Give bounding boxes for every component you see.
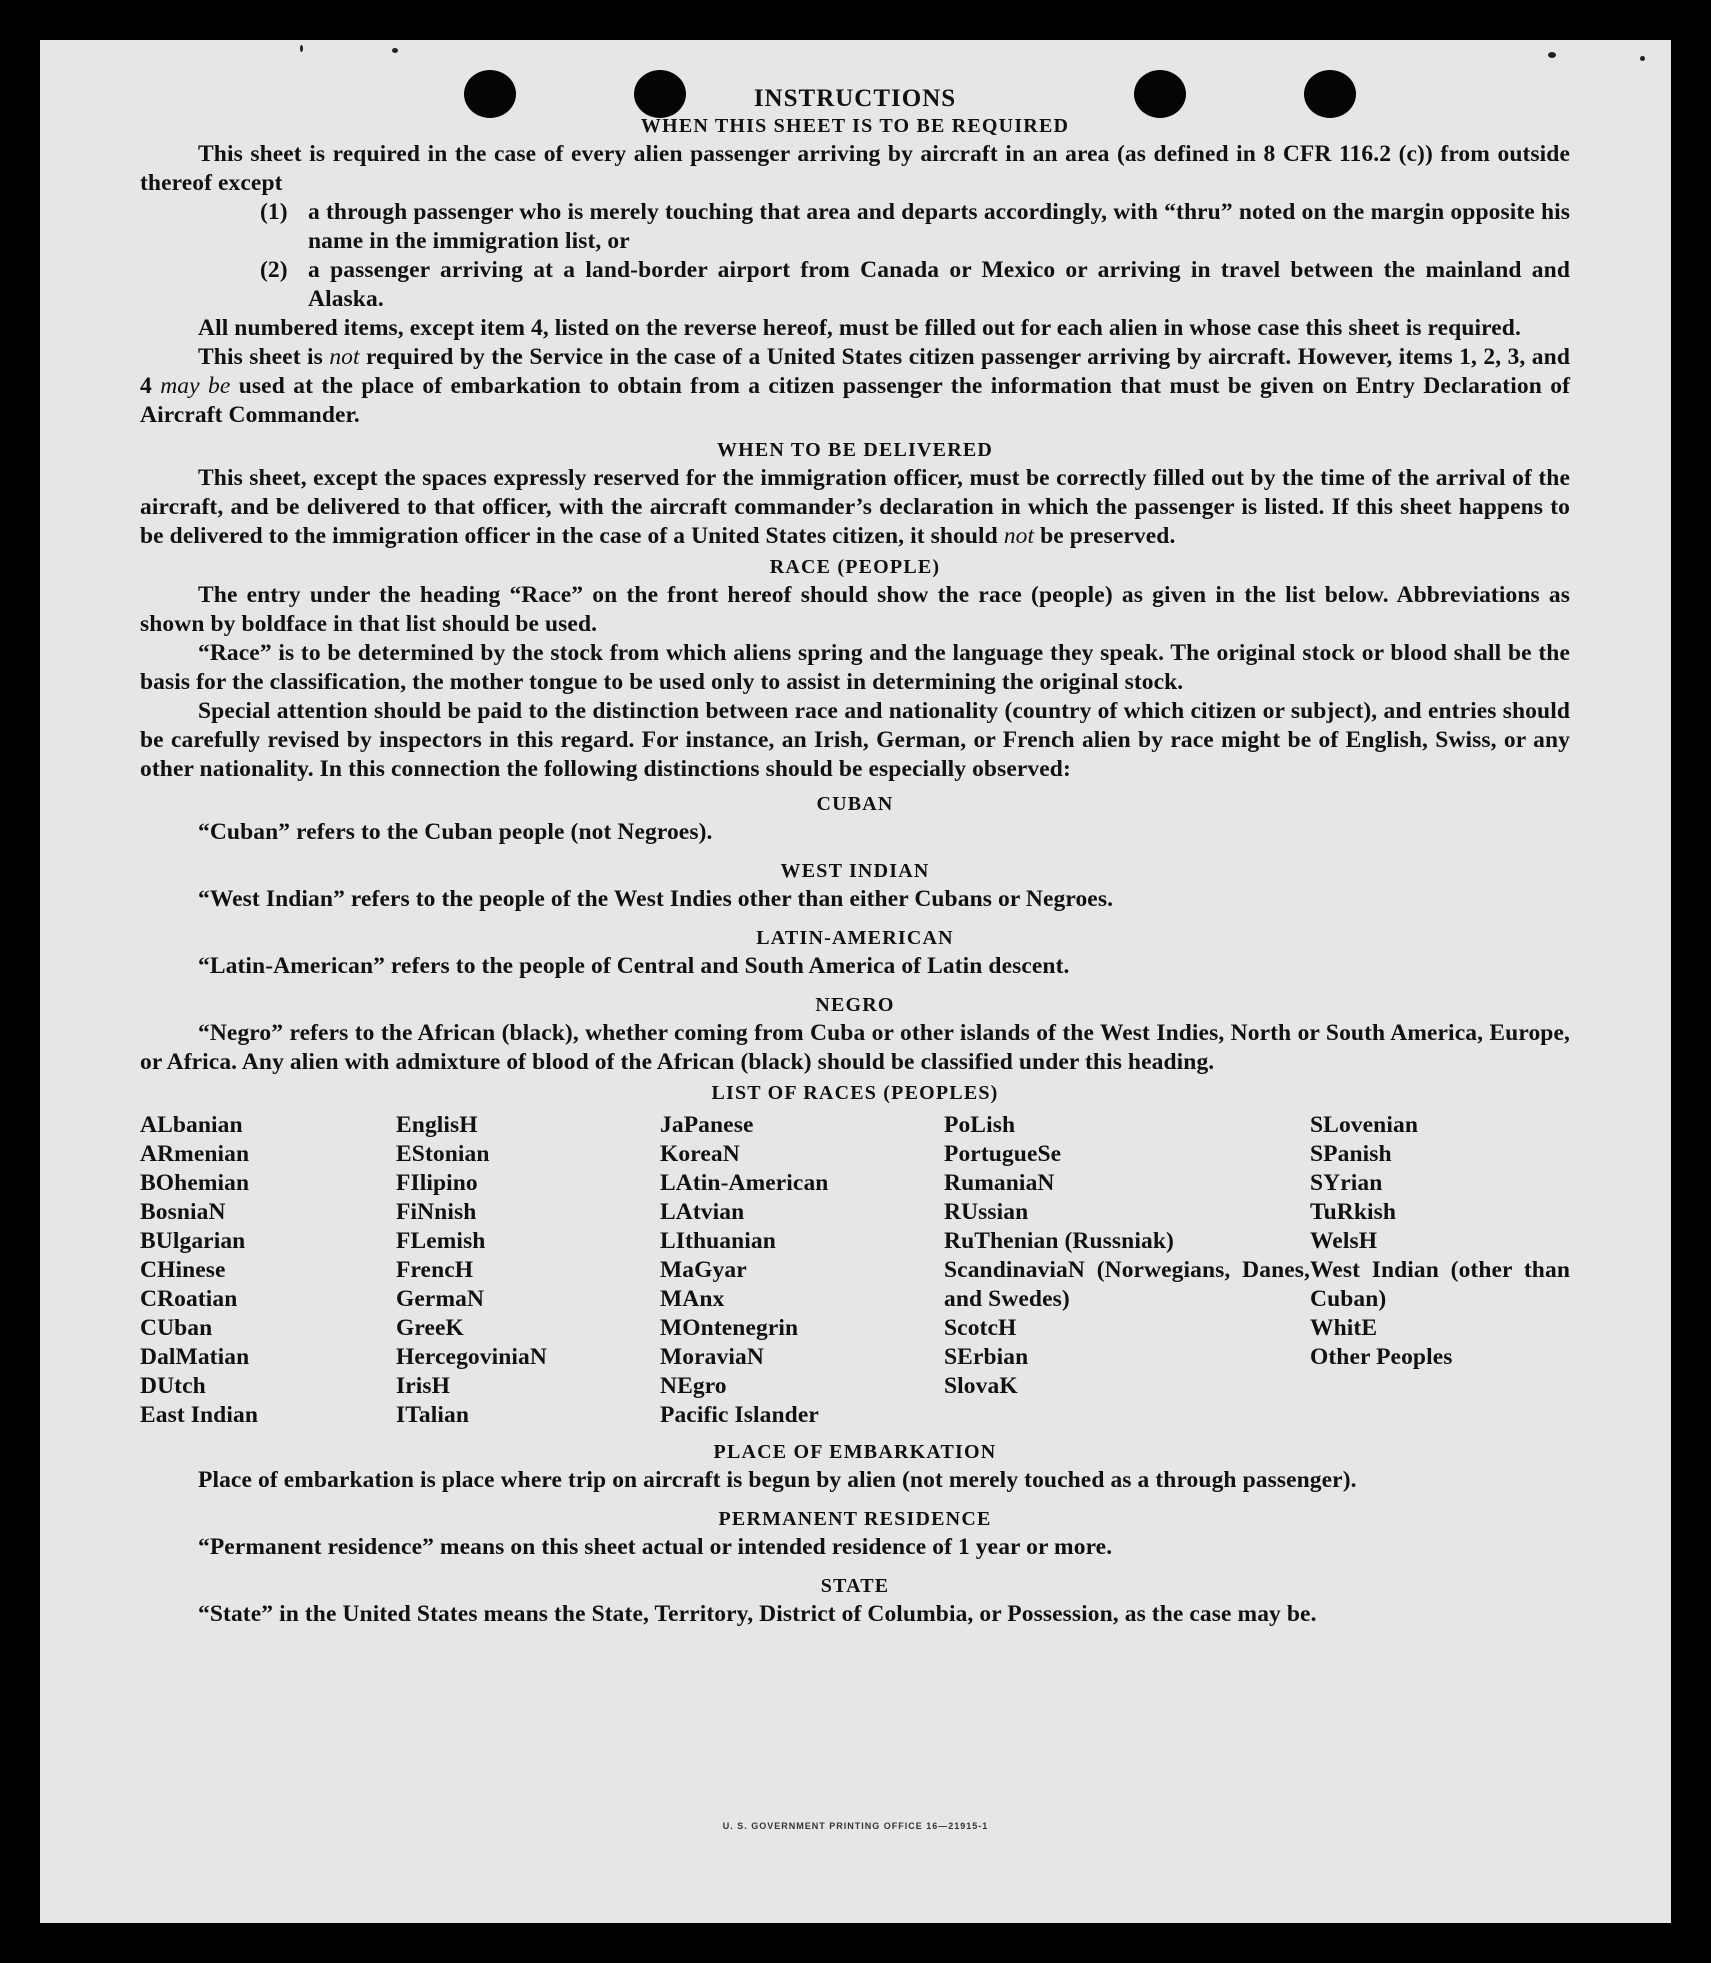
definition-west-indian: “West Indian” refers to the people of the West Indies other than either Cubans or Negroes. — [198, 886, 1114, 912]
numbered-item — [260, 198, 1570, 256]
numbered-item — [260, 256, 1570, 314]
instructions-body — [140, 82, 1570, 1629]
races-list — [140, 1111, 1570, 1430]
race-entry: CHinese — [140, 1257, 226, 1283]
page-title: INSTRUCTIONS — [753, 85, 957, 112]
dust-speck — [1548, 52, 1556, 58]
race-entry: JaPanese — [660, 1112, 754, 1138]
race-entry: KoreaN — [660, 1141, 740, 1167]
paragraph: This sheet, except the spaces expressly reserved for the immigration officer, must be correctly filled out by the time of the arrival of the aircraft, and be delivered to that officer, with the aircraft commander’s declaration in which the passenger is listed. If this sheet happens to be delivered to the immigration officer in the case of a United States citizen, it should not be preserved. — [140, 465, 1570, 549]
race-entry: FrencH — [396, 1257, 474, 1283]
race-entry: EStonian — [396, 1141, 490, 1167]
race-entry: FLemish — [396, 1228, 486, 1254]
races-column — [660, 1111, 944, 1430]
paragraph: This sheet is not required by the Service in the case of a United States citizen passenger arriving by aircraft. However, items 1, 2, 3, and 4 may be used at the place of embarkation to obtain from a citizen passenger the information that must be given on Entry Declaration of Aircraft Commander. — [140, 344, 1571, 428]
race-entry: FIlipino — [396, 1170, 478, 1196]
race-entry: MoraviaN — [660, 1344, 764, 1370]
race-entry: RUssian — [944, 1199, 1029, 1225]
dust-speck — [300, 45, 303, 52]
race-entry: DalMatian — [140, 1344, 250, 1370]
race-entry: GermaN — [396, 1286, 485, 1312]
race-entry: MaGyar — [660, 1257, 747, 1283]
race-entry: EnglisH — [396, 1112, 478, 1138]
race-entry: NEgro — [660, 1373, 727, 1399]
races-column — [396, 1111, 660, 1430]
race-entry: LAtvian — [660, 1199, 745, 1225]
item-number: (2) — [260, 257, 288, 283]
printing-office-imprint: U. S. GOVERNMENT PRINTING OFFICE 16—21915-1 — [722, 1821, 989, 1831]
heading-list-of-races: LIST OF RACES (PEOPLES) — [711, 1082, 999, 1104]
paragraph: All numbered items, except item 4, listed on the reverse hereof, must be filled out for each alien in whose case this sheet is required. — [198, 315, 1521, 341]
race-entry: BosniaN — [140, 1199, 226, 1225]
race-entry: LAtin-American — [660, 1170, 829, 1196]
item-text: a through passenger who is merely touching that area and departs accordingly, with “thru” noted on the margin opposite his name in the immigration list, or — [308, 199, 1570, 254]
definition-state: “State” in the United States means the State, Territory, District of Columbia, or Possession, as the case may be. — [198, 1601, 1317, 1627]
race-entry: RumaniaN — [944, 1170, 1055, 1196]
race-entry: Pacific Islander — [660, 1402, 819, 1428]
document-sheet — [40, 40, 1671, 1923]
race-entry: PoLish — [944, 1112, 1016, 1138]
heading-race: RACE (PEOPLE) — [769, 556, 941, 578]
race-entry: MOntenegrin — [660, 1315, 799, 1341]
race-entry: GreeK — [396, 1315, 464, 1341]
heading-embarkation: PLACE OF EMBARKATION — [713, 1441, 997, 1463]
race-entry: SlovaK — [944, 1373, 1018, 1399]
race-entry: CUban — [140, 1315, 213, 1341]
definition-latin-american: “Latin-American” refers to the people of Central and South America of Latin descent. — [198, 953, 1070, 979]
item-number: (1) — [260, 199, 288, 225]
race-entry: MAnx — [660, 1286, 725, 1312]
race-entry: DUtch — [140, 1373, 206, 1399]
race-entry: BUlgarian — [140, 1228, 246, 1254]
race-entry: ARmenian — [140, 1141, 250, 1167]
races-column — [140, 1111, 396, 1430]
definition-negro: “Negro” refers to the African (black), whether coming from Cuba or other islands of the West Indies, North or South America, Europe, or Africa. Any alien with admixture of blood of the African (black) should be classified under this heading. — [140, 1020, 1570, 1075]
race-entry: RuThenian (Russniak) — [944, 1228, 1174, 1254]
race-entry: HercegoviniaN — [396, 1344, 547, 1370]
definition-embarkation: Place of embarkation is place where trip on aircraft is begun by alien (not merely touched as a through passenger). — [198, 1467, 1357, 1493]
race-entry: TuRkish — [1310, 1199, 1397, 1225]
paragraph: Special attention should be paid to the distinction between race and nationality (country of which citizen or subject), and entries should be carefully revised by inspectors in this regard. For instance, an Irish, German, or French alien by race might be of English, Swiss, or any other nationality. In this connection the following distinctions should be especially observed: — [140, 698, 1570, 782]
races-column — [944, 1111, 1310, 1430]
paragraph: This sheet is required in the case of every alien passenger arriving by aircraft in an area (as defined in 8 CFR 116.2 (c)) from outside thereof except — [140, 141, 1570, 196]
race-entry: West Indian (other than Cuban) — [1310, 1257, 1570, 1312]
heading-negro: NEGRO — [815, 994, 895, 1016]
definition-cuban: “Cuban” refers to the Cuban people (not Negroes). — [198, 819, 713, 845]
heading-state: STATE — [820, 1575, 890, 1597]
race-entry: LIthuanian — [660, 1228, 776, 1254]
paragraph: The entry under the heading “Race” on the front hereof should show the race (people) as given in the list below. Abbreviations as shown by boldface in that list should be used. — [140, 582, 1570, 637]
race-entry: ITalian — [396, 1402, 469, 1428]
race-entry: East Indian — [140, 1402, 259, 1428]
race-entry: FiNnish — [396, 1199, 477, 1225]
heading-west-indian: WEST INDIAN — [780, 860, 930, 882]
definition-permanent-residence: “Permanent residence” means on this sheet actual or intended residence of 1 year or more. — [198, 1534, 1113, 1560]
dust-speck — [392, 48, 398, 53]
race-entry: SYrian — [1310, 1170, 1383, 1196]
race-entry: PortugueSe — [944, 1141, 1062, 1167]
heading-cuban: CUBAN — [816, 793, 894, 815]
item-text: a passenger arriving at a land-border airport from Canada or Mexico or arriving in travel between the mainland and Alaska. — [308, 257, 1570, 312]
heading-permanent-residence: PERMANENT RESIDENCE — [718, 1508, 992, 1530]
races-column — [1310, 1111, 1570, 1430]
race-entry: ScotcH — [944, 1315, 1017, 1341]
race-entry: CRoatian — [140, 1286, 238, 1312]
heading-when-required: WHEN THIS SHEET IS TO BE REQUIRED — [640, 115, 1070, 137]
race-entry: SPanish — [1310, 1141, 1392, 1167]
paragraph: “Race” is to be determined by the stock from which aliens spring and the language they speak. The original stock or blood shall be the basis for the classification, the mother tongue to be used only to assist in determining the original stock. — [140, 640, 1570, 695]
race-entry: SLovenian — [1310, 1112, 1418, 1138]
race-entry: ScandinaviaN (Norwegians, Danes, and Swedes) — [944, 1257, 1310, 1312]
race-entry: WelsH — [1310, 1228, 1378, 1254]
race-entry: WhitE — [1310, 1315, 1378, 1341]
heading-when-delivered: WHEN TO BE DELIVERED — [716, 439, 994, 461]
race-entry: Other Peoples — [1310, 1344, 1453, 1370]
race-entry: ALbanian — [140, 1112, 243, 1138]
race-entry: IrisH — [396, 1373, 451, 1399]
heading-latin-american: LATIN-AMERICAN — [756, 927, 954, 949]
race-entry: SErbian — [944, 1344, 1029, 1370]
race-entry: BOhemian — [140, 1170, 250, 1196]
dust-speck — [1640, 56, 1645, 61]
